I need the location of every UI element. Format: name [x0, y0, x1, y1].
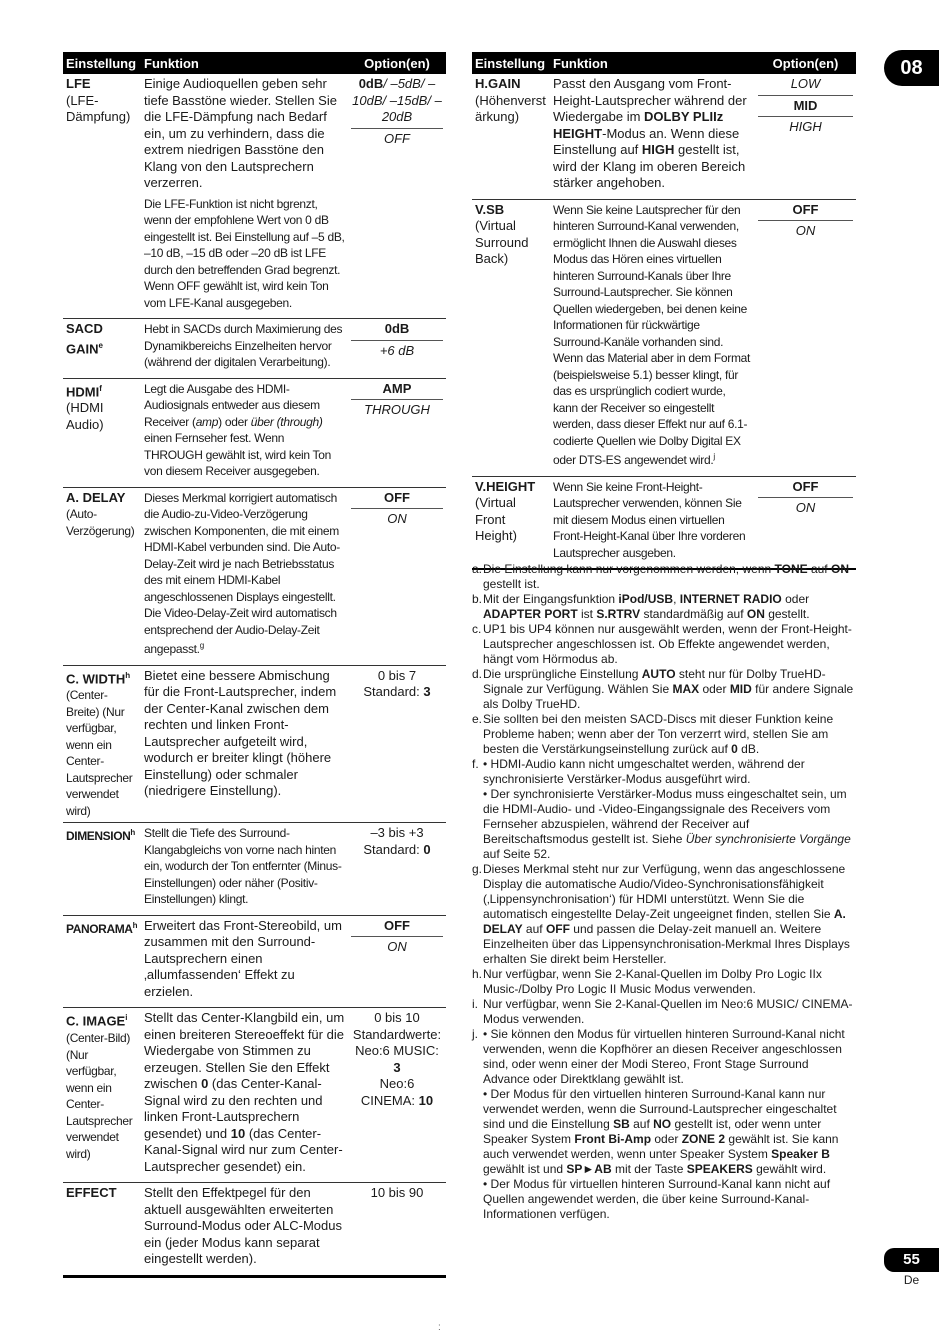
setting-subtitle: (HDMI Audio) — [66, 400, 104, 432]
footnote-text: Dieses Merkmal steht nur zur Verfügung, wenn das angeschlossene Display die automatische Audio/Video-Synchronisationsfähigkeit (‚Lippensynchronisation‘) für HDMI unterstützt. Wenn Sie die automatisch eingestellte Delay-Zeit ungeeignet finden, stellen Sie A. DELAY auf OFF und passen die Delay-zeit manuell an. Weitere Einzelheiten über das Lippensynchronisation-Merkmal Ihres Displays erhalten Sie direkt beim Hersteller. — [483, 862, 850, 966]
setting-subtitle: (Center-Bild) (Nur verfügbar, wenn ein Center-Lautsprecher verwendet wird) — [66, 1031, 133, 1161]
footnote-item — [472, 787, 856, 862]
chapter-tab: 08 — [884, 50, 939, 86]
option-default: AMP — [351, 381, 443, 401]
option-std-value: 3 — [393, 1059, 401, 1075]
option-std-label: Standard: — [363, 841, 424, 857]
footnote-item — [472, 1027, 856, 1087]
option-range: 0 bis 7 — [377, 667, 417, 683]
table-row — [472, 199, 856, 476]
function-text: Wenn Sie keine Front-Height-Lautsprecher verwenden, können Sie mit diesem Modus einen virtuellen Front-Height-Kanal über Ihre vorderen Lautsprecher ausgeben. — [553, 479, 746, 560]
option-std-value: 10 — [418, 1092, 434, 1108]
footnote-ref: h — [130, 828, 135, 838]
footnote-key — [472, 1087, 483, 1177]
page-number: 55 — [884, 1248, 939, 1272]
setting-name: HDMI — [66, 383, 100, 399]
option-high: HIGH — [789, 119, 822, 134]
footnote-item — [472, 622, 856, 667]
table-row — [63, 378, 446, 487]
option-std-neo-music: Neo:6 MUSIC: — [355, 1043, 439, 1059]
footnote-ref: h — [132, 920, 138, 930]
function-text: Legt die Ausgabe des HDMI-Audiosignals entweder aus diesem Receiver (amp) oder über (through) einen Fernseher fest. Wenn THROUGH gewählt ist, wird kein Ton von diesem Receiver ausgegeben. — [144, 381, 331, 478]
setting-name: V.HEIGHT — [475, 478, 536, 494]
footnote-text: Nur verfügbar, wenn Sie 2-Kanal-Quellen im Dolby Pro Logic IIx Music-/Dolby Pro Logic II Music Modus verwenden. — [483, 967, 822, 996]
option-alt: THROUGH — [364, 402, 430, 417]
header-setting: Einstellung — [472, 52, 550, 74]
footnote-key: d. — [472, 667, 483, 681]
option-values: / –5dB/ –10dB/ –15dB/ –20dB — [352, 76, 442, 124]
option-range: –3 bis +3 — [370, 825, 424, 841]
footnote-item — [472, 1087, 856, 1177]
option-default: OFF — [758, 479, 853, 499]
footnote-key: h. — [472, 967, 483, 981]
footnote-key: i. — [472, 997, 478, 1011]
footnote-ref: i — [125, 1013, 128, 1023]
setting-subtitle: (Virtual Surround Back) — [475, 218, 529, 266]
option-alt: ON — [795, 500, 816, 515]
option-std-label: Standard: — [363, 684, 424, 699]
footnote-text: • HDMI-Audio kann nicht umgeschaltet werden, während der synchronisierte Verstärker-Modus ausgeführt wird. — [483, 757, 805, 786]
option-default: OFF — [351, 490, 443, 510]
footnote-item — [472, 712, 856, 757]
setting-subtitle: (Auto-Verzögerung) — [66, 507, 135, 538]
option-alt: OFF — [384, 130, 410, 146]
footnote-text: • Der Modus für den virtuellen hinteren Surround-Kanal kann nur verwendet werden, wenn die Surround-Lautsprecher eingeschaltet sind und die Einstellung SB auf NO gestellt ist, oder wenn unter Speaker System Front Bi-Amp oder ZONE 2 gewählt ist. Sie kann auch verwendet werden, wenn unter Speaker System Speaker B gewählt ist und SP►AB mit der Taste SPEAKERS gewählt wird. — [483, 1087, 839, 1176]
setting-subtitle: (Center-Breite) (Nur verfügbar, wenn ein Center-Lautsprecher verwendet wird) — [66, 688, 133, 818]
option-alt: ON — [795, 223, 816, 238]
footnote-key — [472, 787, 483, 862]
option-default: 0dB — [358, 76, 384, 91]
function-text: Hebt in SACDs durch Maximierung des Dynamikbereichs Einzelheiten hervor (während der digitalen Verarbeitung). — [144, 322, 343, 369]
footnote-text: Die ursprüngliche Einstellung AUTO steht nur für Dolby TrueHD-Signale zur Verfügung. Wählen Sie MAX oder MID für andere Signale als Dolby TrueHD. — [483, 667, 854, 711]
footnote-key: g. — [472, 862, 483, 876]
footnote-text: • Der synchronisierte Verstärker-Modus muss eingeschaltet sein, um die HDMI-Audio- und -Video-Eingangssignale des Receivers vom Fernseher abzuspielen, während der Receiver auf Bereitschaftsmodus gestellt ist. Siehe Über synchronisierte Vorgänge auf Seite 52. — [483, 787, 851, 861]
footnote-ref: f — [99, 383, 102, 393]
table-row — [472, 74, 856, 199]
setting-name: DIMENSION — [66, 829, 131, 844]
footnote-item — [472, 757, 856, 787]
footnote-key: a. — [472, 562, 483, 576]
option-default: OFF — [351, 918, 443, 938]
setting-name: C. WIDTH — [66, 670, 126, 686]
footnote-item — [472, 997, 856, 1027]
footnotes — [472, 562, 856, 1222]
function-text: Die LFE-Funktion ist nicht bgrenzt, wenn der empfohlene Wert von 0 dB eingestellt ist. Bei Einstellung auf –5 dB, –10 dB, –15 dB oder –20 dB ist LFE durch den betreffenden Grad begrenzt. Wenn OFF gewählt ist, wird kein Ton vom LFE-Kanal ausgegeben. — [144, 196, 345, 310]
footnote-item — [472, 562, 856, 592]
table-row — [63, 74, 446, 319]
option-alt: ON — [387, 939, 407, 955]
footnote-text: • Der Modus für virtuellen hinteren Surround-Kanal kann nicht auf Quellen angewendet werden, die über keine Surround-Kanal-Informationen verfügen. — [483, 1177, 831, 1221]
setting-name: PANORAMA — [66, 921, 133, 936]
setting-subtitle: (LFE-Dämpfung) — [66, 92, 131, 124]
footnote-key: e. — [472, 712, 483, 726]
option-std-cinema: CINEMA: — [360, 1092, 419, 1108]
header-options: Option(en) — [755, 52, 856, 74]
setting-subtitle: (Höhenverstärkung) — [475, 92, 546, 124]
option-low: LOW — [758, 76, 853, 96]
table-header — [63, 52, 446, 74]
header-setting: Einstellung — [63, 52, 141, 74]
header-function: Funktion — [141, 52, 348, 74]
table-row — [63, 665, 446, 823]
settings-table-left — [63, 52, 446, 1278]
option-std-value: 3 — [423, 684, 431, 699]
setting-subtitle: (Virtual Front Height) — [475, 495, 517, 543]
setting-name: A. DELAY — [66, 489, 126, 505]
option-std-neo: Neo:6 — [379, 1076, 415, 1092]
bottom-mark: : — [438, 1322, 441, 1333]
function-text: Stellt die Tiefe des Surround-Klangabgleichs von vorne nach hinten ein, wodurch der Ton entfernter (Minus-Einstellungen) oder näher (Positiv-Einstellungen) klingt. — [144, 826, 342, 907]
footnote-text: Nur verfügbar, wenn Sie 2-Kanal-Quellen im Neo:6 MUSIC/ CINEMA-Modus verwenden. — [483, 997, 853, 1026]
footnote-item — [472, 667, 856, 712]
footnote-ref: e — [98, 340, 103, 350]
footnote-ref: h — [125, 670, 131, 680]
table-row — [63, 487, 446, 665]
function-text: Einige Audioquellen geben sehr tiefe Basstöne wieder. Stellen Sie die LFE-Dämpfung nach Bedarf ein, um zu verhindern, dass die extrem niedrigen Basstöne den Klang von den Lautsprechern verzerren. — [144, 76, 337, 190]
table-row — [63, 915, 446, 1008]
footnote-key — [472, 1177, 483, 1222]
table-row — [472, 476, 856, 569]
setting-name: SACD GAIN — [66, 321, 103, 356]
footnote-key: c. — [472, 622, 482, 636]
footnote-text: UP1 bis UP4 können nur ausgewählt werden, wenn der Front-Height-Lautsprecher angeschlossen ist. Ob Effekte angewendet werden, hängt vom Hörmodus ab. — [483, 622, 852, 666]
function-text: Stellt den Effektpegel für den aktuell ausgewählten erweiterten Surround-Modus oder ALC-Modus ein (jeder Modus kann separat eingestellt werden). — [144, 1185, 342, 1267]
header-function: Funktion — [550, 52, 755, 74]
footnote-item — [472, 1177, 856, 1222]
footnote-text: Mit der Eingangsfunktion iPod/USB, INTERNET RADIO oder ADAPTER PORT ist S.RTRV standardmäßig auf ON gestellt. — [483, 592, 810, 621]
option-std-value: 0 — [423, 841, 431, 857]
table-header — [472, 52, 856, 74]
option-range: 10 bis 90 — [370, 1185, 424, 1201]
footnote-text: Sie sollten bei den meisten SACD-Discs mit dieser Funktion keine Probleme haben; wenn aber der Ton verzerrt wird, stellen Sie am besten die Verstärkungseinstellung zurück auf 0 dB. — [483, 712, 834, 756]
settings-table-right — [472, 52, 856, 570]
option-default: OFF — [758, 202, 853, 222]
table-row — [63, 823, 446, 916]
setting-name: C. IMAGE — [66, 1013, 126, 1029]
language-code: De — [903, 1273, 920, 1287]
option-default: 0dB — [351, 321, 443, 341]
footnote-key: b. — [472, 592, 483, 606]
option-range: 0 bis 10 — [374, 1010, 420, 1026]
table-row — [63, 1008, 446, 1183]
footnote-text: • Sie können den Modus für virtuellen hinteren Surround-Kanal nicht verwenden, wenn die Kopfhörer an diesen Receiver angeschlossen sind, oder wenn einer der Modi Stereo, Front Stage Surround Advance oder Direktklang gewählt ist. — [483, 1027, 845, 1086]
table-row — [63, 1183, 446, 1277]
setting-name: H.GAIN — [475, 76, 521, 91]
header-options: Option(en) — [348, 52, 446, 74]
footnote-ref: j — [713, 452, 715, 461]
setting-name: V.SB — [475, 201, 505, 217]
option-std-label: Standardwerte: — [352, 1026, 442, 1042]
footnote-item — [472, 862, 856, 967]
function-text: Stellt das Center-Klangbild ein, um einen breiteren Stereoeffekt für die Wiedergabe von Stimmen zu erzeugen. Stellen Sie den Effekt zwischen 0 (das Center-Kanal-Signal wird zu den rechten und linken Front-Lautsprechern gesendet) und 10 (das Center-Kanal-Signal wird nur zum Center-Lautsprecher gesendet) ein. — [144, 1010, 345, 1174]
function-text: Passt den Ausgang vom Front-Height-Lautsprecher während der Wiedergabe im DOLBY PLIIz HEIGHT-Modus an. Wenn diese Einstellung auf HIGH gestellt ist, wird der Klang im oberen Bereich stärker angehoben. — [553, 76, 747, 190]
function-text: Dieses Merkmal korrigiert automatisch die Audio-zu-Video-Verzögerung zwischen Komponenten, die mit einem HDMI-Kabel verbunden sind. Die Auto-Delay-Zeit wird je nach Betriebsstatus des mit einem HDMI-Kabel angeschlossenen Displays eingestellt. Die Video-Delay-Zeit wird automatisch entsprechend der Audio-Delay-Zeit angepasst.$^g$ — [144, 490, 340, 656]
function-text: Erweitert das Front-Stereobild, um zusammen mit den Surround-Lautsprechern einen ‚allumfassenden‘ Effekt zu erzielen. — [144, 917, 342, 999]
function-text: Wenn Sie keine Lautsprecher für den hinteren Surround-Kanal verwenden, ermöglicht Ihnen die Auswahl dieses Modus das Hören eines virtuellen hinteren Surround-Kanals über Ihre Surround-Lautsprecher. Sie können Quellen wiedergeben, bei denen keine Informationen für rückwärtige Surround-Kanäle vorhanden sind. Wenn das Material aber in dem Format (beispielsweise 5.1) besser klingt, für das es ursprünglich codiert wurde, kann der Receiver so eingestellt werden, dass dieser Effekt nur auf 6.1-codierte Quellen wie Dolby Digital EX oder DTS-ES angewendet wird.$^j$ — [553, 202, 751, 467]
option-mid: MID — [758, 96, 853, 118]
footnote-item — [472, 592, 856, 622]
footnote-key: j. — [472, 1027, 478, 1041]
setting-name: EFFECT — [66, 1185, 117, 1201]
footnote-ref: g — [199, 641, 204, 650]
setting-name: LFE — [66, 76, 91, 91]
option-alt: ON — [387, 511, 407, 526]
footnote-item — [472, 967, 856, 997]
table-row — [63, 319, 446, 379]
function-text: Bietet eine bessere Abmischung für die Front-Lautsprecher, indem der Center-Kanal zwischen dem rechten und linken Front-Lautsprecher aufgeteilt wird, wodurch er breiter klingt (höhere Einstellung) oder schmaler (niedrigere Einstellung). — [144, 667, 337, 798]
footnote-text: Die Einstellung kann nur vorgenommen werden, wenn TONE auf ON gestellt ist. — [483, 562, 849, 591]
footnote-key: f. — [472, 757, 479, 771]
option-alt: +6 dB — [379, 342, 415, 358]
